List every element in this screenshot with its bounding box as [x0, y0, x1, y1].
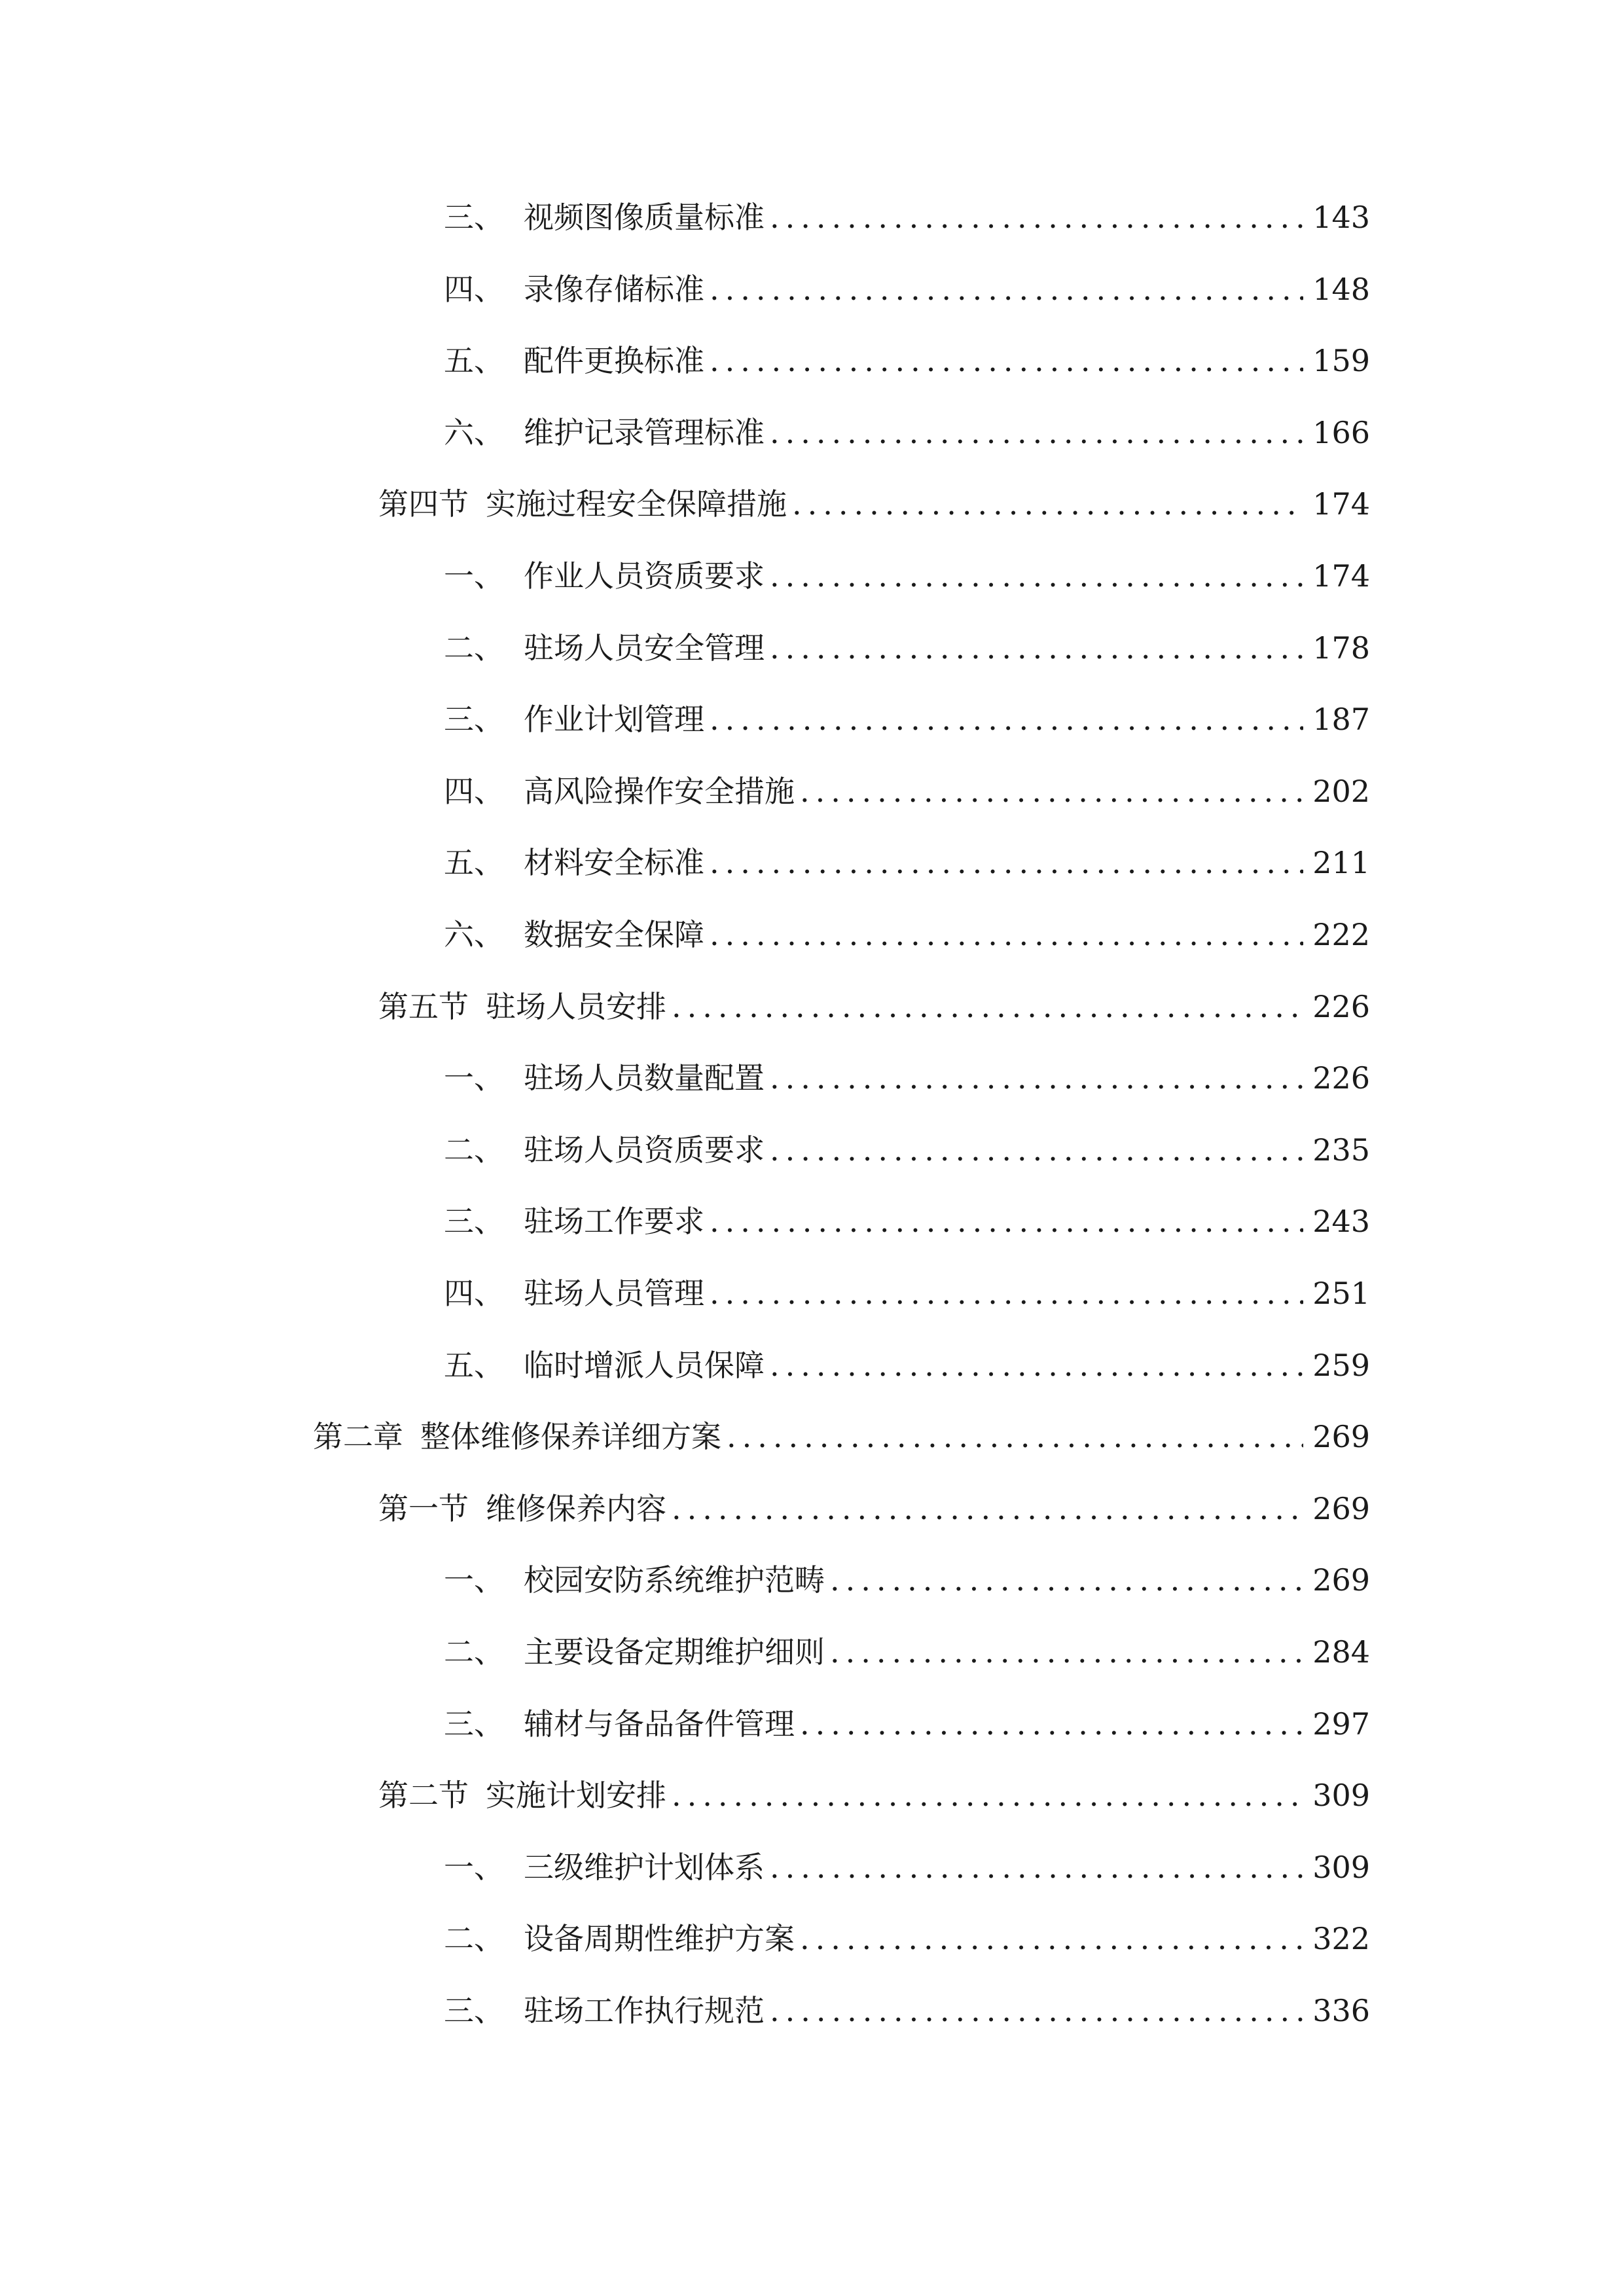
toc-entry-title: 驻场人员安排	[486, 989, 666, 1024]
toc-entry[interactable]	[444, 1339, 1370, 1391]
toc-entry[interactable]	[444, 1267, 1370, 1319]
toc-entry-title: 辅材与备品备件管理	[524, 1706, 795, 1742]
toc-entry-title: 配件更换标准	[524, 343, 704, 378]
dot-leader	[672, 1482, 1303, 1535]
toc-entry-number: 一、	[444, 558, 504, 594]
toc-entry-title: 整体维修保养详细方案	[420, 1419, 721, 1454]
toc-entry-number: 六、	[444, 917, 504, 952]
toc-entry-number: 四、	[444, 1276, 504, 1311]
toc-entry-title: 驻场人员安全管理	[524, 630, 765, 666]
toc-entry-page: 309	[1312, 1850, 1370, 1885]
dot-leader	[710, 693, 1303, 745]
toc-entry-page: 251	[1312, 1276, 1370, 1311]
toc-entry-title: 录像存储标准	[524, 272, 704, 307]
toc-entry-page: 159	[1312, 343, 1370, 378]
toc-entry-page: 269	[1312, 1419, 1370, 1454]
dot-leader	[710, 908, 1303, 961]
toc-entry[interactable]	[444, 765, 1370, 817]
toc-entry[interactable]	[444, 1984, 1370, 2037]
toc-entry-title: 作业人员资质要求	[524, 558, 765, 594]
dot-leader	[710, 1267, 1303, 1319]
toc-entry-page: 284	[1312, 1634, 1370, 1670]
toc-entry[interactable]	[444, 836, 1370, 889]
toc-entry-page: 143	[1312, 200, 1370, 235]
dot-leader	[710, 334, 1303, 387]
toc-entry-page: 297	[1312, 1706, 1370, 1742]
toc-entry[interactable]	[444, 406, 1370, 459]
toc-entry-number: 二、	[444, 1132, 504, 1168]
dot-leader	[770, 550, 1303, 602]
dot-leader	[830, 1626, 1303, 1678]
toc-entry[interactable]	[444, 1912, 1370, 1965]
toc-entry-title: 驻场人员管理	[524, 1276, 704, 1311]
dot-leader	[770, 1339, 1303, 1391]
toc-entry-title: 三级维护计划体系	[524, 1850, 765, 1885]
toc-entry-number: 四、	[444, 774, 504, 809]
toc-entry-title: 驻场工作执行规范	[524, 1993, 765, 2028]
dot-leader	[710, 836, 1303, 889]
toc-entry-number: 五、	[444, 845, 504, 880]
toc-entry[interactable]	[444, 191, 1370, 243]
toc-entry-title: 驻场人员资质要求	[524, 1132, 765, 1168]
toc-entry-title: 作业计划管理	[524, 702, 704, 737]
toc-entry-title: 实施计划安排	[486, 1778, 666, 1813]
dot-leader	[672, 1769, 1303, 1821]
toc-entry-number: 三、	[444, 1993, 504, 2028]
dot-leader	[710, 1195, 1303, 1247]
toc-entry[interactable]	[444, 1698, 1370, 1750]
toc-entry-title: 材料安全标准	[524, 845, 704, 880]
toc-entry[interactable]	[444, 550, 1370, 602]
toc-entry-title: 视频图像质量标准	[524, 200, 765, 235]
toc-entry-page: 269	[1312, 1562, 1370, 1598]
toc-entry-number: 一、	[444, 1060, 504, 1096]
toc-entry-number: 五、	[444, 1348, 504, 1383]
toc-entry-number: 二、	[444, 630, 504, 666]
toc-entry-title: 校园安防系统维护范畴	[524, 1562, 825, 1598]
dot-leader	[800, 1912, 1303, 1965]
toc-entry-page: 178	[1312, 630, 1370, 666]
toc-entry-title: 维护记录管理标准	[524, 415, 765, 450]
toc-section-entry[interactable]	[378, 1482, 1370, 1535]
toc-entry-number: 三、	[444, 200, 504, 235]
toc-entry-number: 四、	[444, 272, 504, 307]
toc-entry-page: 243	[1312, 1204, 1370, 1239]
toc-entry-page: 187	[1312, 702, 1370, 737]
dot-leader	[770, 406, 1303, 459]
toc-entry-page: 226	[1312, 989, 1370, 1024]
toc-entry-number: 三、	[444, 1204, 504, 1239]
toc-entry-number: 一、	[444, 1562, 504, 1598]
toc-entry-number: 一、	[444, 1850, 504, 1885]
toc-entry-page: 202	[1312, 774, 1370, 809]
toc-entry-number: 三、	[444, 1706, 504, 1742]
toc-entry-page: 235	[1312, 1132, 1370, 1168]
toc-entry-title: 驻场工作要求	[524, 1204, 704, 1239]
toc-entry[interactable]	[444, 334, 1370, 387]
dot-leader	[770, 622, 1303, 674]
toc-entry-title: 数据安全保障	[524, 917, 704, 952]
dot-leader	[770, 1052, 1303, 1104]
toc-entry[interactable]	[444, 1052, 1370, 1104]
dot-leader	[792, 478, 1303, 530]
dot-leader	[770, 1841, 1303, 1893]
dot-leader	[710, 263, 1303, 315]
toc-entry-title: 驻场人员数量配置	[524, 1060, 765, 1096]
toc-entry-number: 第四节	[378, 486, 469, 522]
toc-entry[interactable]	[444, 1841, 1370, 1893]
toc-entry-number: 第一节	[378, 1491, 469, 1526]
toc-entry[interactable]	[444, 693, 1370, 745]
dot-leader	[770, 191, 1303, 243]
dot-leader	[770, 1124, 1303, 1176]
toc-entry-page: 174	[1312, 486, 1370, 522]
toc-entry[interactable]	[444, 1124, 1370, 1176]
toc-entry[interactable]	[444, 1195, 1370, 1247]
toc-entry-page: 226	[1312, 1060, 1370, 1096]
dot-leader	[800, 1698, 1303, 1750]
toc-entry-number: 第二节	[378, 1778, 469, 1813]
dot-leader	[830, 1554, 1303, 1606]
toc-entry-page: 259	[1312, 1348, 1370, 1383]
toc-entry-number: 二、	[444, 1634, 504, 1670]
toc-section-entry[interactable]	[378, 478, 1370, 530]
toc-entry-page: 309	[1312, 1778, 1370, 1813]
toc-entry[interactable]	[444, 622, 1370, 674]
dot-leader	[727, 1410, 1303, 1463]
toc-entry-page: 269	[1312, 1491, 1370, 1526]
toc-entry-page: 148	[1312, 272, 1370, 307]
dot-leader	[770, 1984, 1303, 2037]
dot-leader	[672, 980, 1303, 1033]
toc-chapter-entry[interactable]	[313, 1410, 1370, 1463]
toc-entry[interactable]	[444, 908, 1370, 961]
toc-entry-number: 第五节	[378, 989, 469, 1024]
toc-entry-title: 实施过程安全保障措施	[486, 486, 787, 522]
toc-entry[interactable]	[444, 1554, 1370, 1606]
toc-entry-title: 高风险操作安全措施	[524, 774, 795, 809]
dot-leader	[800, 765, 1303, 817]
toc-entry[interactable]	[444, 263, 1370, 315]
toc-entry-page: 211	[1312, 845, 1370, 880]
toc-entry-title: 维修保养内容	[486, 1491, 666, 1526]
toc-entry-number: 六、	[444, 415, 504, 450]
toc-entry-number: 五、	[444, 343, 504, 378]
toc-entry[interactable]	[444, 1626, 1370, 1678]
toc-entry-page: 336	[1312, 1993, 1370, 2028]
toc-entry-number: 第二章	[313, 1419, 403, 1454]
toc-entry-page: 222	[1312, 917, 1370, 952]
toc-entry-number: 三、	[444, 702, 504, 737]
toc-entry-number: 二、	[444, 1921, 504, 1956]
toc-section-entry[interactable]	[378, 1769, 1370, 1821]
toc-entry-title: 设备周期性维护方案	[524, 1921, 795, 1956]
toc-entry-title: 临时增派人员保障	[524, 1348, 765, 1383]
toc-entry-page: 166	[1312, 415, 1370, 450]
toc-entry-title: 主要设备定期维护细则	[524, 1634, 825, 1670]
toc-entry-page: 322	[1312, 1921, 1370, 1956]
toc-section-entry[interactable]	[378, 980, 1370, 1033]
toc-entry-page: 174	[1312, 558, 1370, 594]
